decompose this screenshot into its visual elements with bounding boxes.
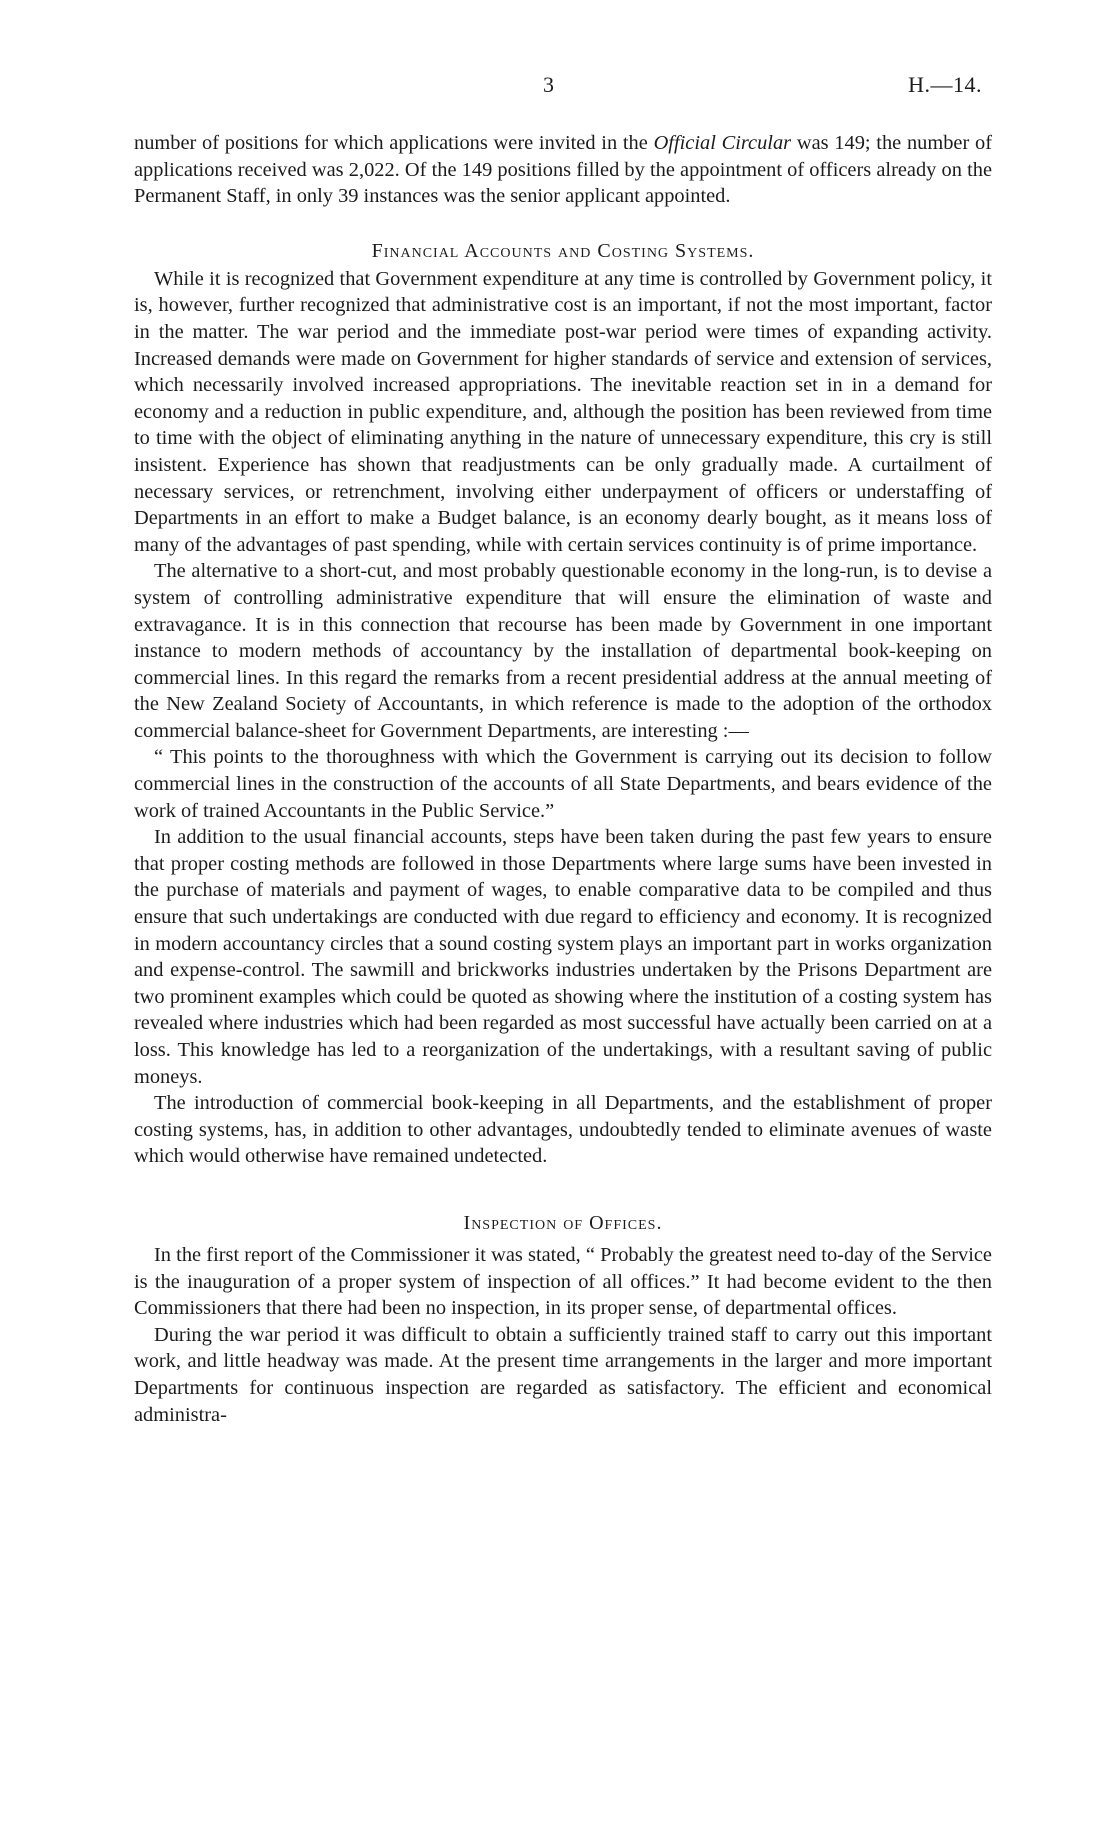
paragraph-government-expenditure: While it is recognized that Government expenditure at any time is controlled by Government policy, it is, however, further recognized that administrative cost is an important, if not the most important, factor in the matter. The war period and the immediate post-war period were times of expanding activity. Increased demands were made on Government for higher standards of service and extension of services, which necessarily involved increased appropriations. The inevitable reaction set in in a demand for economy and a reduction in public expenditure, and, although the position has been reviewed from time to time with the object of eliminating anything in the nature of unnecessary expenditure, this cry is still insistent. Experience has shown that readjustments can be only gradually made. A curtailment of necessary services, or retrenchment, involving either underpayment of officers or understaffing of Departments in an effort to make a Budget balance, is an economy dearly bought, as it means loss of many of the advantages of past spending, while with certain services continuity is of prime importance.	[134, 267, 992, 556]
paragraph-commercial-bookkeeping: The introduction of commercial book-keeping in all Departments, and the establishment of proper costing systems, has, in addition to other advantages, undoubtedly tended to eliminate avenues of waste which would otherwise have remained undetected.	[134, 1092, 992, 1168]
paragraph-first-report: In the first report of the Commissioner it was stated, “ Probably the greatest need to-day of the Service is the inauguration of a proper system of inspection of all offices.” It had become evident to the then Commissioners that there had been no inspection, in its proper sense, of departmental offices.	[134, 1243, 992, 1320]
paragraph-text: number of positions for which applications were invited in the	[134, 132, 654, 154]
page-number: 3	[543, 72, 554, 97]
section-heading-inspection-of-offices: Inspection of Offices.	[463, 1211, 663, 1234]
section-heading-financial-accounts: Financial Accounts and Costing Systems.	[371, 239, 755, 262]
body-text	[134, 130, 992, 1428]
document-reference: H.—14.	[908, 72, 982, 97]
paragraph-text: was 149; the number of applications received was 2,022. Of the 149 positions filled by the appointment of officers already on the Permanent Staff, in only 39 instances was the senior applicant appointed.	[134, 132, 992, 208]
paragraph-costing-methods: In addition to the usual financial accounts, steps have been taken during the past few years to ensure that proper costing methods are followed in those Departments where large sums have been invested in the purchase of materials and payment of wages, to enable comparative data to be compiled and thus ensure that such undertakings are conducted with due regard to efficiency and economy. It is recognized in modern accountancy circles that a sound costing system plays an important part in works organization and expense-control. The sawmill and brickworks industries undertaken by the Prisons Department are two prominent examples which could be quoted as showing where the institution of a costing system has revealed where industries which had been regarded as most successful have actually been carried on at a loss. This knowledge has led to a reorganization of the undertakings, with a resultant saving of public moneys.	[134, 826, 992, 1088]
paragraph-alternative-economy: The alternative to a short-cut, and most probably questionable economy in the long-run, is to devise a system of controlling administrative expenditure that will ensure the elimination of waste and extravagance. It is in this connection that recourse has been made by Government in one important instance to modern methods of accountancy by the installation of departmental book-keeping on commercial lines. In this regard the remarks from a recent presidential address at the annual meeting of the New Zealand Society of Accountants, in which reference is made to the adoption of the orthodox commercial balance-sheet for Government Departments, are interesting :—	[134, 560, 992, 742]
page-header	[0, 72, 1114, 102]
italic-publication-title: Official Circular	[653, 132, 792, 154]
paragraph-war-period: During the war period it was difficult to obtain a sufficiently trained staff to carry out this important work, and little headway was made. At the present time arrangements in the larger and more important Departments for continuous inspection are regarded as satisfactory. The efficient and economical administra-	[134, 1323, 992, 1426]
paragraph-quotation: “ This points to the thoroughness with which the Government is carrying out its decision to follow commercial lines in the construction of the accounts of all State Departments, and bears evidence of the work of trained Accountants in the Public Service.”	[134, 746, 992, 822]
paragraph-positions-filled	[134, 130, 992, 210]
